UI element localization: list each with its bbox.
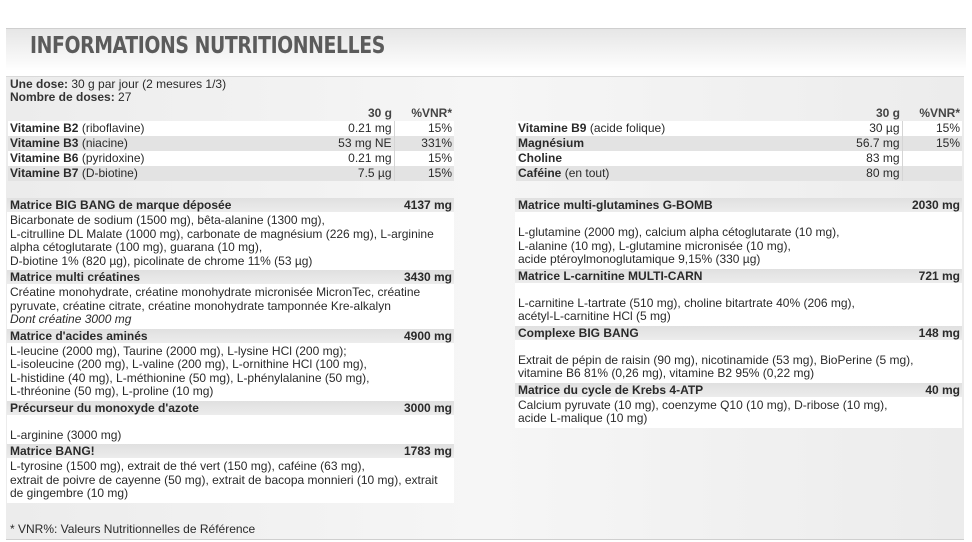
matrix-header [7, 329, 454, 343]
ingredient-line: L-histidine (40 mg), L-méthionine (50 mg), L-phénylalanine (50 mg), [10, 370, 370, 385]
matrix-header [7, 401, 454, 415]
ingredient-line: L-isoleucine (200 mg), L-valine (200 mg), L-ornithine HCl (100 mg), [10, 357, 367, 371]
vitamin-row [8, 151, 454, 166]
matrix-block [7, 401, 454, 445]
matrix-header [515, 269, 962, 283]
ingredient-line: L-glutamine (2000 mg), calcium alpha cétoglutarate (10 mg), [518, 225, 840, 239]
ingredient-line: acétyl-L-carnitine HCl (5 mg) [518, 309, 671, 323]
matrix-body [7, 458, 454, 503]
matrix-body [515, 212, 962, 269]
matrix-block [7, 198, 454, 270]
vitamin-qty: 83 mg [816, 151, 902, 166]
vitamin-qty: 56.7 mg [816, 136, 902, 151]
dose-info [10, 78, 226, 104]
vitamin-name: Vitamine B9 [518, 121, 587, 135]
matrix-block [515, 269, 962, 326]
vitamin-vnr: 15% [394, 166, 454, 181]
matrix-amount: 2030 mg [911, 198, 960, 212]
vitamin-vnr: 331% [394, 136, 454, 151]
vit-header-empty [8, 106, 308, 121]
vit-header-qty: 30 g [367, 106, 392, 120]
vit-header-vnr: %VNR* [919, 106, 960, 120]
vitamin-row [8, 136, 454, 151]
matrix-name: Matrice multi-glutamines G-BOMB [518, 198, 713, 212]
vitamin-vnr: 15% [394, 121, 454, 136]
matrix-name: Matrice L-carnitine MULTI-CARN [518, 268, 703, 283]
vitamin-row [516, 121, 962, 136]
matrix-name: Matrice BANG! [10, 444, 95, 458]
vitamin-table-left [8, 106, 454, 181]
vitamin-qty: 30 µg [816, 121, 902, 136]
vitamin-qty: 53 mg NE [308, 136, 394, 151]
matrix-header [515, 326, 962, 340]
footnote: * VNR%: Valeurs Nutritionnelles de Référence [10, 522, 256, 536]
matrix-note: Dont créatine 3000 mg [10, 312, 132, 326]
matrix-block [7, 270, 454, 329]
matrix-header [7, 270, 454, 284]
matrix-header [7, 444, 454, 458]
matrix-header [7, 198, 454, 212]
vitamin-note: (en tout) [564, 166, 610, 180]
vitamin-name-cell [516, 121, 816, 136]
ingredient-line: acide ptéroylmonoglutamique 9,15% (330 µg) [518, 252, 761, 266]
vitamin-name-cell [8, 166, 308, 181]
ingredient-line: D-biotine 1% (820 µg), picolinate de chrome 11% (53 µg) [10, 253, 313, 268]
vitamin-qty: 0.21 mg [308, 121, 394, 136]
ingredient-line: L-alanine (10 mg), L-glutamine micronisée (10 mg), [518, 238, 791, 253]
matrix-block [515, 326, 962, 383]
vitamin-row [516, 151, 962, 166]
matrix-body [7, 415, 454, 445]
vitamin-vnr [902, 151, 962, 166]
ingredient-line: Créatine monohydrate, créatine monohydrate micronisée MicronTec, créatine [10, 285, 421, 299]
doses-count-value: 27 [118, 90, 132, 104]
ingredient-line: Extrait de pépin de raisin (90 mg), nicotinamide (53 mg), BioPerine (5 mg), [518, 352, 914, 367]
vitamin-vnr: 15% [902, 136, 962, 151]
matrix-block [7, 329, 454, 401]
vit-header-vnr: %VNR* [411, 106, 452, 120]
vitamin-vnr: 15% [394, 151, 454, 166]
ingredient-line: L-arginine (3000 mg) [10, 427, 122, 442]
matrix-header [515, 198, 962, 212]
vitamin-qty: 7.5 µg [308, 166, 394, 181]
matrix-column-left [7, 198, 454, 503]
vitamin-note: (niacine) [81, 136, 128, 150]
vitamin-vnr: 15% [902, 121, 962, 136]
vitamin-name-cell [8, 151, 308, 166]
vitamin-name: Choline [518, 151, 562, 165]
ingredient-line: alpha cétoglutarate (100 mg), guarana (10 mg), [10, 240, 263, 254]
ingredient-line: L-thréonine (50 mg), L-proline (10 mg) [10, 384, 214, 398]
vitamin-name: Magnésium [518, 136, 585, 150]
page-title: INFORMATIONS NUTRITIONNELLES [30, 33, 385, 59]
vitamin-name: Vitamine B6 [10, 151, 79, 165]
ingredient-line: L-citrulline DL Malate (1000 mg), carbonate de magnésium (226 mg), L-arginine [10, 226, 434, 241]
vitamin-row [8, 166, 454, 181]
vitamin-name-cell [516, 136, 816, 151]
ingredient-line: pyruvate, créatine citrate, créatine monohydrate tamponnée Kre-alkalyn [10, 298, 391, 313]
vit-header-qty: 30 g [875, 106, 900, 120]
vitamin-row [516, 166, 962, 181]
vitamin-note: (pyridoxine) [81, 151, 145, 165]
vitamin-note: (D-biotine) [81, 166, 138, 180]
matrix-amount: 148 mg [918, 325, 960, 340]
ingredient-line: acide L-malique (10 mg) [518, 411, 648, 425]
matrix-block [515, 383, 962, 428]
vitamin-note: (acide folique) [589, 121, 666, 135]
doses-count-line [10, 91, 226, 104]
matrix-name: Matrice d'acides aminés [10, 328, 148, 343]
vitamin-name-cell [516, 166, 816, 181]
vitamin-name: Vitamine B3 [10, 136, 79, 150]
ingredient-line: L-leucine (2000 mg), Taurine (2000 mg), L-lysine HCl (200 mg); [10, 343, 347, 358]
vitamin-name-cell [8, 121, 308, 136]
matrix-body [7, 284, 454, 329]
matrix-amount: 3000 mg [403, 400, 452, 415]
matrix-body [7, 212, 454, 270]
ingredient-line: de gingembre (10 mg) [10, 486, 129, 500]
vitamin-name: Caféine [518, 166, 562, 180]
vitamin-qty: 80 mg [816, 166, 902, 181]
vitamin-name-cell [516, 151, 816, 166]
dose-label: Une dose: [10, 77, 69, 91]
matrix-name: Précurseur du monoxyde d'azote [10, 400, 199, 415]
matrix-name: Matrice multi créatines [10, 270, 141, 284]
matrix-amount: 40 mg [925, 382, 960, 397]
vitamin-name-cell [8, 136, 308, 151]
ingredient-line: Calcium pyruvate (10 mg), coenzyme Q10 (10 mg), D-ribose (10 mg), [518, 397, 888, 412]
vitamin-row [8, 121, 454, 136]
vitamin-name: Vitamine B7 [10, 166, 79, 180]
vitamin-vnr [902, 166, 962, 181]
matrix-header [515, 383, 962, 397]
vitamin-note: (riboflavine) [81, 121, 145, 135]
ingredient-line: L-carnitine L-tartrate (510 mg), choline bitartrate 40% (206 mg), [518, 295, 855, 310]
vitamin-table-right [516, 106, 962, 181]
matrix-body [515, 340, 962, 383]
matrix-body [515, 397, 962, 428]
matrix-amount: 4137 mg [403, 198, 452, 212]
matrix-body [7, 343, 454, 401]
matrix-amount: 4900 mg [403, 328, 452, 343]
vitamin-qty: 0.21 mg [308, 151, 394, 166]
matrix-column-right [515, 198, 962, 428]
matrix-amount: 1783 mg [403, 444, 452, 458]
matrix-name: Matrice du cycle de Krebs 4-ATP [518, 382, 704, 397]
dose-value: 30 g par jour (2 mesures 1/3) [71, 77, 227, 91]
ingredient-line: vitamine B6 81% (0,26 mg), vitamine B2 95% (0,22 mg) [518, 366, 815, 380]
matrix-body [515, 283, 962, 326]
matrix-block [515, 198, 962, 269]
matrix-name: Matrice BIG BANG de marque déposée [10, 198, 232, 212]
matrix-amount: 721 mg [918, 268, 960, 283]
vit-header-empty [516, 106, 816, 121]
matrix-block [7, 444, 454, 503]
matrix-name: Complexe BIG BANG [518, 325, 639, 340]
vitamin-row [516, 136, 962, 151]
matrix-amount: 3430 mg [403, 270, 452, 284]
ingredient-line: L-tyrosine (1500 mg), extrait de thé vert (150 mg), caféine (63 mg), [10, 459, 365, 473]
ingredient-line: Bicarbonate de sodium (1500 mg), bêta-alanine (1300 mg), [10, 213, 325, 227]
ingredient-line: extrait de poivre de cayenne (50 mg), extrait de bacopa monnieri (10 mg), extrait [10, 472, 438, 487]
doses-count-label: Nombre de doses: [10, 90, 115, 104]
vitamin-name: Vitamine B2 [10, 121, 79, 135]
